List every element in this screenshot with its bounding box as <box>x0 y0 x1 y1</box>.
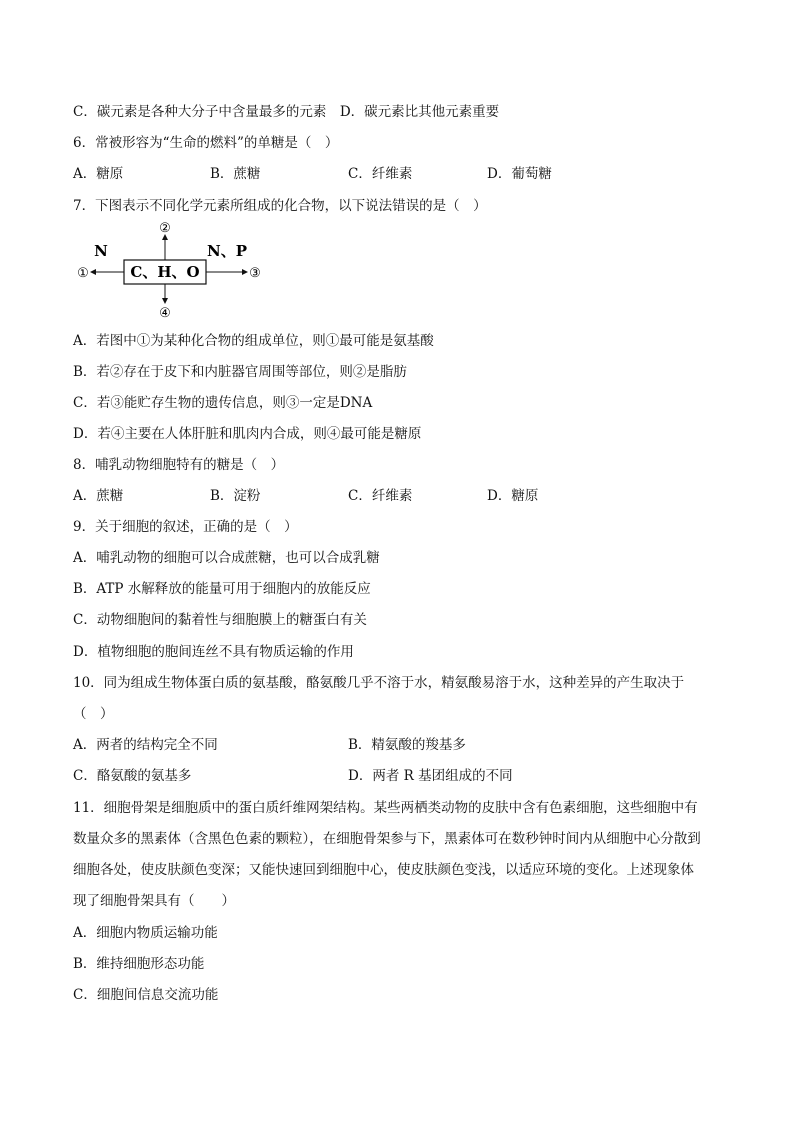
node-3: ③ <box>249 266 261 281</box>
q8-option-b: B．淀粉 <box>210 488 261 504</box>
element-compound-diagram <box>70 220 290 320</box>
question-10-stem-line2: （ ） <box>73 706 114 722</box>
node-1: ① <box>77 266 89 281</box>
question-8-stem: 8．哺乳动物细胞特有的糖是（ ） <box>73 457 285 473</box>
q7-option-d: D．若④主要在人体肝脏和肌肉内合成，则④最可能是糖原 <box>73 426 422 442</box>
node-4: ④ <box>159 306 171 320</box>
question-7-stem: 7．下图表示不同化学元素所组成的化合物，以下说法错误的是（ ） <box>73 198 487 214</box>
q9-option-d: D．植物细胞的胞间连丝不具有物质运输的作用 <box>73 644 354 660</box>
question-11-stem-line3: 细胞各处，使皮肤颜色变深；又能快速回到细胞中心，使皮肤颜色变浅，以适应环境的变化。上述现象体 <box>73 862 694 878</box>
question-6-stem: 6．常被形容为“生命的燃料”的单糖是（ ） <box>73 135 339 151</box>
q9-option-b: B．ATP 水解释放的能量可用于细胞内的放能反应 <box>73 581 371 597</box>
q7-option-b: B．若②存在于皮下和内脏器官周围等部位，则②是脂肪 <box>73 364 407 380</box>
center-label: C、H、O <box>130 263 200 281</box>
left-element-label: N <box>94 242 108 260</box>
question-9-stem: 9．关于细胞的叙述，正确的是（ ） <box>73 519 298 535</box>
question5-option-c-d: C．碳元素是各种大分子中含量最多的元素 D．碳元素比其他元素重要 <box>73 104 500 120</box>
arrow-left-head <box>90 269 96 275</box>
q10-option-a: A．两者的结构完全不同 <box>73 737 218 753</box>
q10-option-b: B．精氨酸的羧基多 <box>348 737 466 753</box>
q8-option-d: D．糖原 <box>487 488 539 504</box>
q9-option-a: A．哺乳动物的细胞可以合成蔗糖，也可以合成乳糖 <box>73 550 380 566</box>
q8-option-c: C．纤维素 <box>348 488 413 504</box>
question-11-stem-line4: 现了细胞骨架具有（ ） <box>73 893 235 909</box>
q8-option-a: A．蔗糖 <box>73 488 124 504</box>
q7-option-c: C．若③能贮存生物的遗传信息，则③一定是DNA <box>73 395 373 411</box>
q6-option-a: A．糖原 <box>73 166 124 182</box>
q11-option-b: B．维持细胞形态功能 <box>73 956 205 972</box>
q9-option-c: C．动物细胞间的黏着性与细胞膜上的糖蛋白有关 <box>73 612 367 628</box>
q11-option-c: C．细胞间信息交流功能 <box>73 987 219 1003</box>
right-element-label: N、P <box>207 242 247 260</box>
arrow-down-head <box>162 298 168 304</box>
q10-option-d: D．两者 R 基团组成的不同 <box>348 768 513 784</box>
q11-option-a: A．细胞内物质运输功能 <box>73 925 218 941</box>
q6-option-d: D．葡萄糖 <box>487 166 552 182</box>
node-2: ② <box>159 221 171 236</box>
q6-option-c: C．纤维素 <box>348 166 413 182</box>
arrow-right-head <box>242 269 248 275</box>
q7-option-a: A．若图中①为某种化合物的组成单位，则①最可能是氨基酸 <box>73 333 434 349</box>
q6-option-b: B．蔗糖 <box>210 166 261 182</box>
question-11-stem-line2: 数量众多的黑素体（含黑色色素的颗粒），在细胞骨架参与下，黑素体可在数秒钟时间内从细胞中心分散到 <box>73 831 701 847</box>
question-10-stem-line1: 10．同为组成生物体蛋白质的氨基酸，酪氨酸几乎不溶于水，精氨酸易溶于水，这种差异的产生取决于 <box>73 675 685 691</box>
question-11-stem-line1: 11．细胞骨架是细胞质中的蛋白质纤维网架结构。某些两栖类动物的皮肤中含有色素细胞，这些细胞中有 <box>73 800 698 816</box>
q10-option-c: C．酪氨酸的氨基多 <box>73 768 192 784</box>
